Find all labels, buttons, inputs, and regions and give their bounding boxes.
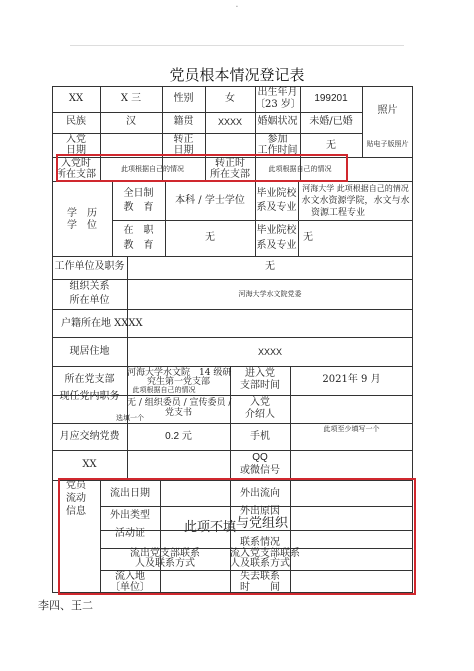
- phone-label: 手机: [250, 431, 270, 442]
- fee-label: 月应交纳党费: [59, 431, 120, 442]
- inservice-school-value: 无: [303, 232, 313, 243]
- work-unit-value: 无: [265, 261, 275, 272]
- flow-contact-label: 联系情况: [240, 537, 280, 548]
- join-intro-label: 进入党: [245, 368, 275, 379]
- row-line: [52, 309, 413, 310]
- header-dot: ·: [235, 2, 239, 13]
- flow-out-branch-label-2: 人及联系方式: [135, 558, 195, 569]
- fee-value: 0.2 元: [165, 431, 192, 442]
- qq-label: QQ: [252, 452, 268, 463]
- flow-in-branch-label-2: 人及联系方式: [230, 558, 290, 569]
- flow-in-place-label: 流入地: [115, 571, 145, 582]
- hukou-label: 户籍所在地 XXXX: [61, 318, 143, 329]
- branch-label-2: 现任党内职务: [59, 391, 120, 402]
- flow-in-place-label-2: 〔单位〕: [110, 582, 150, 593]
- flow-label-2: 流动: [66, 493, 86, 504]
- join-branch-value: 此项根据自己的情况: [121, 165, 184, 173]
- qq-label-2: 或微信号: [240, 465, 280, 476]
- birth-value: 199201: [314, 93, 348, 104]
- org-label: 组织关系: [69, 281, 110, 292]
- marital-value: 未婚/已婚: [309, 116, 353, 127]
- name-value: X 三: [120, 93, 142, 104]
- work-date-value: 无: [326, 140, 336, 151]
- flow-lost-label: 失去联系: [240, 571, 280, 582]
- row-line: [52, 450, 413, 451]
- footer-names: 李四、王二: [38, 599, 93, 612]
- native-label: 籍贯: [173, 116, 194, 127]
- regular-date-label-2: 日期: [173, 145, 194, 156]
- duty-note: 选填一个: [116, 414, 144, 422]
- edu-label-2: 学 位: [67, 220, 97, 231]
- org-value: 河海大学水文院党委: [238, 290, 302, 298]
- flow-out-branch-label: 流出党支部联系: [130, 548, 200, 559]
- fulltime-label-2: 教 育: [123, 202, 154, 213]
- col-line: [165, 181, 166, 256]
- join-branch-label-2: 所在支部: [56, 169, 96, 180]
- flow-lost-label-2: 时 间: [240, 582, 280, 593]
- work-date-label-2: 工作时间: [257, 145, 298, 156]
- work-date-label: 参加: [267, 134, 288, 145]
- inservice-value: 无: [205, 232, 215, 243]
- marital-label: 婚姻状况: [257, 116, 298, 127]
- fulltime-value: 本科 / 学士学位: [175, 195, 245, 206]
- row-line: [52, 423, 413, 424]
- row-line: [112, 220, 413, 221]
- flow-label: 党员: [66, 480, 86, 491]
- row-line: [52, 366, 413, 367]
- birth-label: 出生年月: [257, 87, 298, 98]
- join-branch-label: 入党时: [61, 158, 91, 169]
- ethnic-value: 汉: [126, 116, 136, 127]
- flow-out-type-label: 外出类型: [110, 510, 150, 521]
- name-label: XX: [68, 93, 84, 104]
- flow-label-3: 信息: [66, 506, 86, 517]
- fulltime-school-value: 河海大学 此项根据自己的情况: [302, 184, 409, 193]
- regular-branch-label: 转正时: [215, 158, 245, 169]
- join-intro-value: 2021年 9 月: [322, 374, 381, 385]
- address-label: 现居住地: [69, 346, 110, 357]
- duty-value: 无 / 组织委员 / 宣传委员 /: [127, 398, 232, 408]
- regular-date-label: 转正: [173, 134, 194, 145]
- duty-value-2: 党支书: [164, 408, 192, 418]
- address-value: XXXX: [257, 347, 282, 357]
- work-unit-label: 工作单位及职务: [54, 261, 125, 272]
- inservice-label: 在 职: [123, 225, 154, 236]
- highlight-box-flow: [58, 478, 416, 595]
- flow-big-note: 此项不填: [183, 520, 236, 535]
- header-rule: [70, 45, 404, 46]
- org-label-2: 所在单位: [69, 295, 110, 306]
- inservice-label-2: 教 育: [123, 240, 154, 251]
- flow-out-date-label: 流出日期: [110, 488, 150, 499]
- flow-in-branch-label: 流入党支部联系: [230, 548, 300, 559]
- edu-label: 学 历: [67, 208, 97, 219]
- ethnic-label: 民族: [66, 116, 86, 127]
- native-value: XXXX: [217, 117, 242, 127]
- flow-big-note-2: 与党组织: [235, 516, 288, 531]
- row-line: [52, 112, 362, 113]
- fulltime-label: 全日制: [123, 188, 154, 199]
- regular-branch-value: 此项根据自己的情况: [268, 165, 332, 173]
- flow-certificate-label: 活动证: [115, 528, 145, 539]
- introducer-label: 入党: [250, 397, 270, 408]
- branch-label: 所在党支部: [64, 374, 115, 385]
- row-line: [52, 279, 413, 280]
- introducer-label-2: 介绍人: [245, 409, 275, 420]
- regular-branch-label-2: 所在支部: [210, 169, 250, 180]
- photo-label: 照片: [377, 105, 398, 116]
- branch-note: 此项根据自己的情况: [132, 386, 196, 394]
- gender-label: 性别: [173, 93, 194, 104]
- inservice-school-label: 毕业院校: [256, 225, 297, 236]
- flow-out-direction-label: 外出流向: [240, 488, 280, 499]
- gender-value: 女: [225, 93, 235, 104]
- fulltime-school-value-2: 水文水资源学院，水文与水: [301, 196, 410, 206]
- join-intro-label-2: 支部时间: [240, 380, 280, 391]
- row-line: [52, 256, 413, 257]
- branch-value: 河海大学水文院 14 级研: [127, 368, 232, 378]
- fulltime-school-label-2: 系及专业: [256, 202, 297, 213]
- join-date-label-2: 日期: [66, 145, 86, 156]
- phone-note: 此项至少填写一个: [323, 425, 380, 433]
- inservice-school-label-2: 系及专业: [256, 240, 297, 251]
- fulltime-school-value-3: 资源工程专业: [310, 208, 365, 218]
- page-title: 党员根本情况登记表: [169, 66, 305, 84]
- join-date-label: 入党: [66, 134, 86, 145]
- flow-out-reason-label: 外出原因: [240, 506, 280, 517]
- branch-value-2: 究生第一党支部: [146, 377, 210, 387]
- highlight-box-branch: [56, 154, 348, 182]
- photo-note: 贴电子版照片: [366, 140, 409, 148]
- row-line: [52, 337, 413, 338]
- birth-age: 〔23 岁〕: [255, 99, 301, 110]
- xx-label: XX: [82, 459, 97, 470]
- fulltime-school-label: 毕业院校: [256, 188, 297, 199]
